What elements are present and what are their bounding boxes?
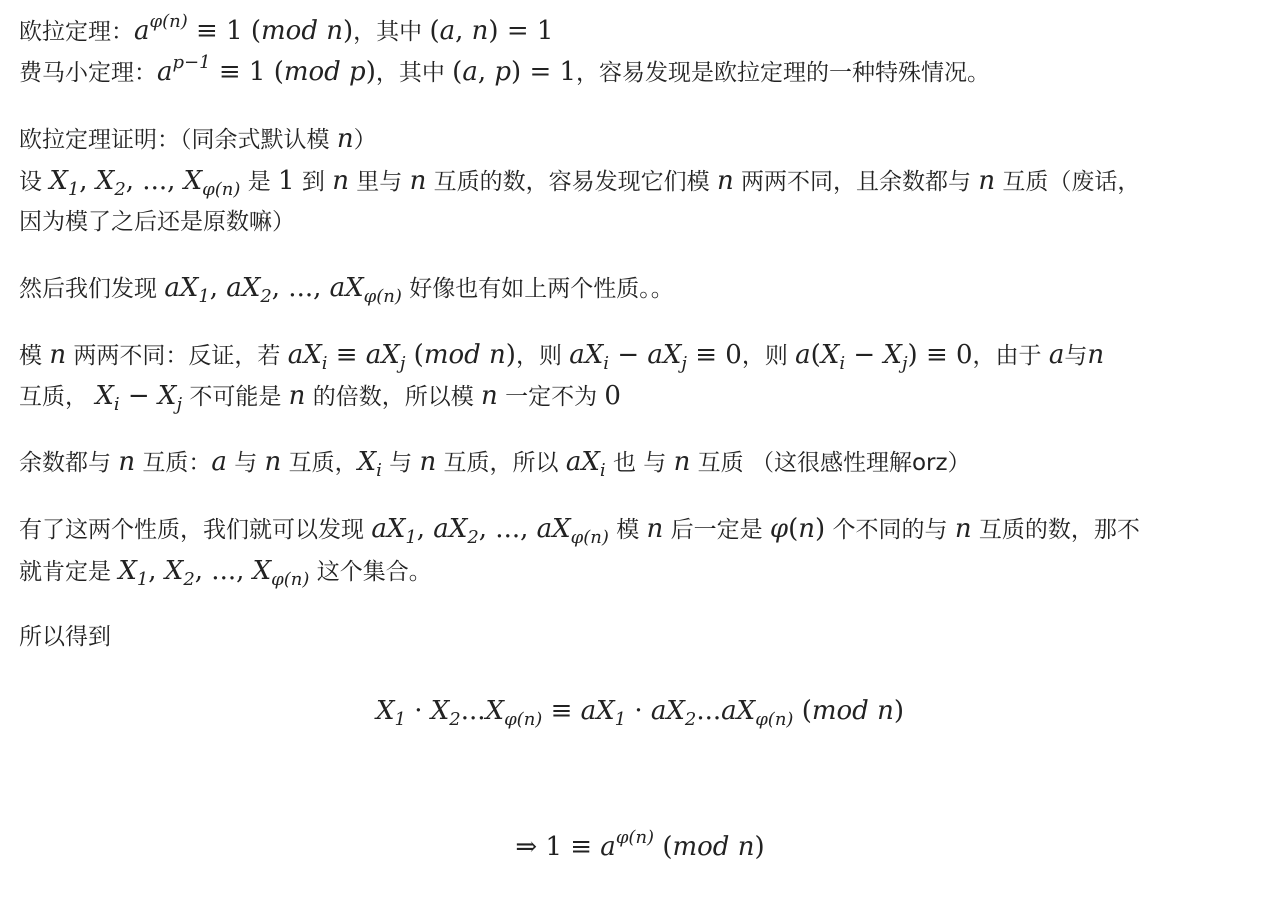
proof-line: 所以得到 [19,624,111,650]
proof-line: 就肯定是 $X_1$, $X_2$, ..., $X_{\varphi(n)}$ 这个集合。 [19,556,432,590]
proof-line: 有了这两个性质，我们就可以发现 $aX_1$, $aX_2$, ..., $aX_{\varphi(n)}$ 模 n 后一定是 φ(n) 个不同的与 n 互质的数，那不 [19,514,1140,548]
proof-line: 余数都与 n 互质：a 与 n 互质，$X_i$ 与 n 互质，所以 $aX_i$ 也 与 n 互质 （这很感性理解orz） [19,447,971,481]
proof-line: 互质， $X_i - X_j$ 不可能是 n 的倍数，所以模 n 一定不为 0 [19,381,621,415]
proof-line: 然后我们发现 $aX_1$, $aX_2$, ..., $aX_{\varphi(n)}$ 好像也有如上两个性质。。 [19,273,674,307]
euler-theorem-statement: 欧拉定理：$a^{\varphi(n)} \equiv 1$ (mod n)，其中 (a, n) = 1 [19,11,554,46]
math: $a^{p-1} \equiv 1$ (mod p) [157,52,376,87]
display-equation: ⇒ $1 \equiv a^{\varphi(n)}$ (mod n) [515,827,765,862]
proof-line: 因为模了之后还是原数嘛） [19,209,295,235]
math: $a^{\varphi(n)} \equiv 1$ (mod n) [134,11,354,46]
display-equation: $X_1 \cdot X_2...X_{\varphi(n)} \equiv aX_1 \cdot aX_2...aX_{\varphi(n)}$ (mod n) [376,696,904,730]
fermat-theorem-statement: 费马小定理：$a^{p-1} \equiv 1$ (mod p)，其中 (a, p) = 1，容易发现是欧拉定理的一种特殊情况。 [19,52,991,87]
proof-line: 模 n 两两不同：反证，若 $aX_i \equiv aX_j$ (mod n)，则 $aX_i - aX_j \equiv 0$，则 $a(X_i - X_j) \equiv 0$，由于 a与n [19,340,1105,374]
proof-heading: 欧拉定理证明：（同余式默认模 n） [19,124,377,154]
proof-line: 设 $X_1$, $X_2$, ..., $X_{\varphi(n)}$ 是 1 到 n 里与 n 互质的数，容易发现它们模 n 两两不同，且余数都与 n 互质（废话， [19,166,1141,200]
